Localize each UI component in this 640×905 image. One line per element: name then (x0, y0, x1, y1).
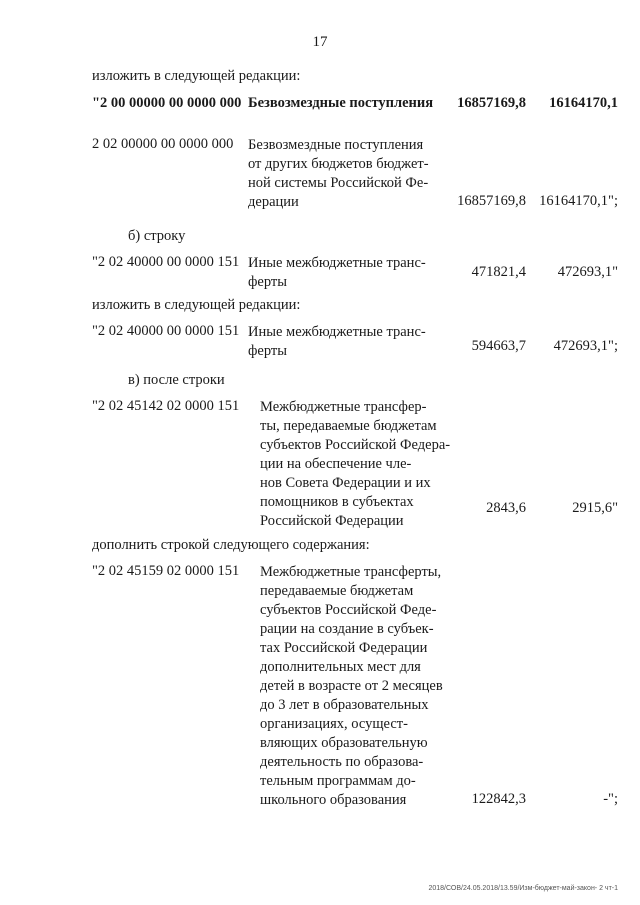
desc-line: школьного образования (260, 792, 407, 808)
desc-line: ции на обеспечение чле- (260, 456, 412, 472)
desc-line: Межбюджетные трансфер- (260, 399, 427, 415)
desc-line: дерации (248, 194, 299, 210)
row-desc-2-02-00 (248, 136, 444, 212)
footer-file-stamp: 2018/СОВ/24.05.2018/13.59/Изм-бюджет-май-закон- 2 чт-1 (428, 885, 618, 892)
desc-line: Безвозмездные поступления (248, 137, 424, 153)
row-desc-2-02-40-old (248, 254, 444, 292)
row-value2-2-02-45159: -"; (603, 791, 618, 807)
desc-line: деятельность по образова- (260, 754, 424, 770)
row-code-2-02-45159: "2 02 45159 02 0000 151 (92, 563, 240, 579)
intro-add-row: дополнить строкой следующего содержания: (92, 537, 370, 553)
desc-line: Межбюджетные трансферты, (260, 564, 442, 580)
row-value2-2-02-40-new: 472693,1"; (553, 338, 618, 354)
desc-line: рации на создание в субъек- (260, 621, 434, 637)
desc-line: Иные межбюджетные транс- (248, 324, 426, 340)
desc-line: ферты (248, 343, 287, 359)
row-code-2-02-00: 2 02 00000 00 0000 000 (92, 136, 234, 152)
row-value2-2-02-40-old: 472693,1" (557, 264, 618, 280)
row-value1-2-02-40-new: 594663,7 (471, 338, 526, 354)
desc-line: до 3 лет в образовательных (260, 697, 429, 713)
row-desc-2-02-40-new (248, 323, 444, 361)
desc-line: субъектов Российской Федера- (260, 437, 451, 453)
desc-line: ной системы Российской Фе- (248, 175, 429, 191)
intro-b-row: б) строку (128, 228, 186, 244)
row-value1-2-02-40-old: 471821,4 (471, 264, 526, 280)
desc-line: тах Российской Федерации (260, 640, 428, 656)
row-code-2-00: "2 00 00000 00 0000 000 (92, 95, 242, 111)
row-value1-2-02-00: 16857169,8 (457, 193, 526, 209)
row-value1-2-02-45142: 2843,6 (486, 500, 526, 516)
row-desc-2-02-45142 (260, 398, 454, 531)
intro-c-after-row: в) после строки (128, 372, 225, 388)
desc-line: детей в возрасте от 2 месяцев (260, 678, 443, 694)
row-value2-2-02-45142: 2915,6" (572, 500, 618, 516)
row-code-2-02-40-old: "2 02 40000 00 0000 151 (92, 254, 240, 270)
row-value2-2-02-00: 16164170,1"; (539, 193, 618, 209)
desc-line: ты, передаваемые бюджетам (260, 418, 437, 434)
desc-line: нов Совета Федерации и их (260, 475, 431, 491)
desc-line: субъектов Российской Феде- (260, 602, 437, 618)
intro-edit-1: изложить в следующей редакции: (92, 68, 301, 84)
row-value1-2-02-45159: 122842,3 (471, 791, 526, 807)
row-code-2-02-45142: "2 02 45142 02 0000 151 (92, 398, 240, 414)
page-number: 17 (312, 34, 328, 50)
row-code-2-02-40-new: "2 02 40000 00 0000 151 (92, 323, 240, 339)
desc-line: дополнительных мест для (260, 659, 421, 675)
intro-edit-2: изложить в следующей редакции: (92, 297, 301, 313)
desc-line: помощников в субъектах (260, 494, 414, 510)
desc-line: ферты (248, 274, 287, 290)
row-desc-2-02-45159 (260, 563, 454, 810)
desc-line: вляющих образовательную (260, 735, 428, 751)
desc-line: передаваемые бюджетам (260, 583, 414, 599)
desc-line: Иные межбюджетные транс- (248, 255, 426, 271)
desc-line: тельным программам до- (260, 773, 416, 789)
desc-line: Российской Федерации (260, 513, 404, 529)
row-value1-2-00: 16857169,8 (457, 95, 526, 111)
row-value2-2-00: 16164170,1 (549, 95, 618, 111)
row-desc-2-00: Безвозмездные поступления (248, 95, 434, 111)
desc-line: организациях, осущест- (260, 716, 408, 732)
desc-line: от других бюджетов бюджет- (248, 156, 429, 172)
